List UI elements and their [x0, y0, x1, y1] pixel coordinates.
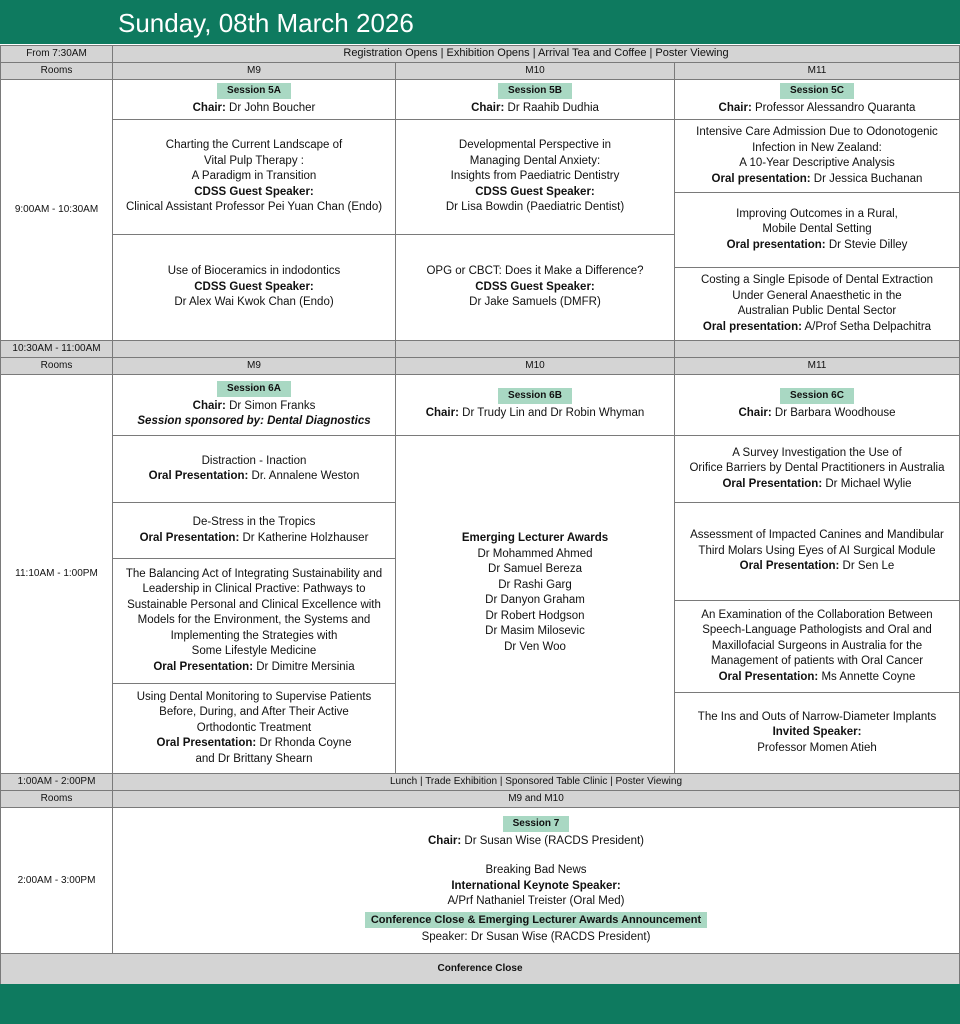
- room-m11: M11: [674, 62, 960, 80]
- session-tag: Session 6C: [780, 388, 854, 404]
- room-m9: M9: [112, 62, 396, 80]
- talk-5b-1: Developmental Perspective in Managing Dental Anxiety: Insights from Paediatric Dentistry CDSS Guest Speaker: Dr Lisa Bowdin (Paediatric Dentist): [395, 119, 675, 235]
- talk-5b-2: OPG or CBCT: Does it Make a Difference? CDSS Guest Speaker: Dr Jake Samuels (DMFR): [395, 234, 675, 341]
- session-6a-header: Session 6A Chair: Dr Simon Franks Session sponsored by: Dental Diagnostics: [112, 374, 396, 436]
- talk-6c-4: The Ins and Outs of Narrow-Diameter Implants Invited Speaker: Professor Momen Atieh: [674, 692, 960, 774]
- break-cell: [395, 340, 675, 358]
- talk-5c-3: Costing a Single Episode of Dental Extraction Under General Anaesthetic in the Australian Public Dental Sector Oral presentation: A/Prof Setha Delpachitra: [674, 267, 960, 341]
- list-item: Dr Danyon Graham: [485, 594, 585, 606]
- rooms-label: Rooms: [0, 357, 113, 375]
- talk-6a-1: Distraction - Inaction Oral Presentation: Dr. Annalene Weston: [112, 435, 396, 503]
- list-item: Dr Masim Milosevic: [485, 625, 585, 637]
- talk-5a-1: Charting the Current Landscape of Vital Pulp Therapy : A Paradigm in Transition CDSS Guest Speaker: Clinical Assistant Professor Pei Yuan Chan (Endo): [112, 119, 396, 235]
- session-tag: Session 5A: [217, 83, 291, 99]
- emerging-lecturer-awards: Emerging Lecturer Awards Dr Mohammed Ahmed Dr Samuel Bereza Dr Rashi Garg Dr Danyon Graham Dr Robert Hodgson Dr Masim Milosevic Dr Ven Woo: [395, 435, 675, 774]
- conference-close-tag: Conference Close & Emerging Lecturer Awards Announcement: [365, 912, 707, 928]
- session-5b-header: Session 5B Chair: Dr Raahib Dudhia: [395, 79, 675, 120]
- list-item: Dr Robert Hodgson: [485, 609, 585, 622]
- session-6c-header: Session 6C Chair: Dr Barbara Woodhouse: [674, 374, 960, 436]
- talk-6a-2: De-Stress in the Tropics Oral Presentation: Dr Katherine Holzhauser: [112, 502, 396, 559]
- list-item: Dr Ven Woo: [504, 640, 566, 653]
- session-tag: Session 7: [503, 816, 570, 832]
- rooms-label: Rooms: [0, 62, 113, 80]
- registration-time: From 7:30AM: [0, 45, 113, 63]
- break-cell: [674, 340, 960, 358]
- talk-6c-1: A Survey Investigation the Use of Orifice Barriers by Dental Practitioners in Australia Oral Presentation: Dr Michael Wylie: [674, 435, 960, 503]
- room-m9-m10: M9 and M10: [112, 790, 960, 808]
- list-item: Dr Samuel Bereza: [488, 563, 582, 575]
- list-item: Dr Rashi Garg: [498, 578, 572, 591]
- talk-5a-2: Use of Bioceramics in indodontics CDSS Guest Speaker: Dr Alex Wai Kwok Chan (Endo): [112, 234, 396, 341]
- session-5c-header: Session 5C Chair: Professor Alessandro Quaranta: [674, 79, 960, 120]
- room-m10: M10: [395, 357, 675, 375]
- time-slot-2: 11:10AM - 1:00PM: [0, 374, 113, 774]
- room-m10: M10: [395, 62, 675, 80]
- sponsor-note: Session sponsored by: Dental Diagnostics: [137, 415, 371, 427]
- session-5a-header: Session 5A Chair: Dr John Boucher: [112, 79, 396, 120]
- room-m9: M9: [112, 357, 396, 375]
- session-tag: Session 6B: [498, 388, 572, 404]
- talk-5c-2: Improving Outcomes in a Rural, Mobile Dental Setting Oral presentation: Dr Stevie Dilley: [674, 192, 960, 268]
- time-slot-1: 9:00AM - 10:30AM: [0, 79, 113, 341]
- conference-close-row: Conference Close: [0, 953, 960, 985]
- session-7: Session 7 Chair: Dr Susan Wise (RACDS President) Breaking Bad News International Keynote Speaker: A/Prf Nathaniel Treister (Oral Med) Conference Close & Emerging Lecturer Awards Announcement Speaker: Dr Susan Wise (RACDS President): [112, 807, 960, 954]
- session-tag: Session 5C: [780, 83, 854, 99]
- talk-6c-2: Assessment of Impacted Canines and Mandibular Third Molars Using Eyes of AI Surgical Module Oral Presentation: Dr Sen Le: [674, 502, 960, 601]
- talk-6a-3: The Balancing Act of Integrating Sustainability and Leadership in Clinical Practive: Pathways to Sustainable Personal and Clinical Excellence with Models for the Environment, the Systems and Implementing the Strategies with Some Lifestyle Medicine Oral Presentation: Dr Dimitre Mersinia: [112, 558, 396, 684]
- talk-6a-4: Using Dental Monitoring to Supervise Patients Before, During, and After Their Active Orthodontic Treatment Oral Presentation: Dr Rhonda Coyne and Dr Brittany Shearn: [112, 683, 396, 774]
- session-6b-header: Session 6B Chair: Dr Trudy Lin and Dr Robin Whyman: [395, 374, 675, 436]
- footer-bar: [0, 984, 960, 1024]
- page-title: Sunday, 08th March 2026: [118, 8, 414, 38]
- session-tag: Session 6A: [217, 381, 291, 397]
- time-slot-3: 2:00AM - 3:00PM: [0, 807, 113, 954]
- header-bar: [0, 0, 960, 44]
- session-tag: Session 5B: [498, 83, 572, 99]
- talk-6c-3: An Examination of the Collaboration Between Speech-Language Pathologists and Oral and Maxillofacial Surgeons in Australia for the Management of patients with Oral Cancer Oral Presentation: Ms Annette Coyne: [674, 600, 960, 693]
- break-cell: [112, 340, 396, 358]
- registration-text: Registration Opens | Exhibition Opens | Arrival Tea and Coffee | Poster Viewing: [112, 45, 960, 63]
- break-time: 10:30AM - 11:00AM: [0, 340, 113, 358]
- list-item: Dr Mohammed Ahmed: [477, 547, 593, 560]
- lunch-text: Lunch | Trade Exhibition | Sponsored Table Clinic | Poster Viewing: [112, 773, 960, 791]
- talk-5c-1: Intensive Care Admission Due to Odonotogenic Infection in New Zealand: A 10-Year Descriptive Analysis Oral presentation: Dr Jessica Buchanan: [674, 119, 960, 193]
- room-m11: M11: [674, 357, 960, 375]
- rooms-label: Rooms: [0, 790, 113, 808]
- lunch-time: 1:00AM - 2:00PM: [0, 773, 113, 791]
